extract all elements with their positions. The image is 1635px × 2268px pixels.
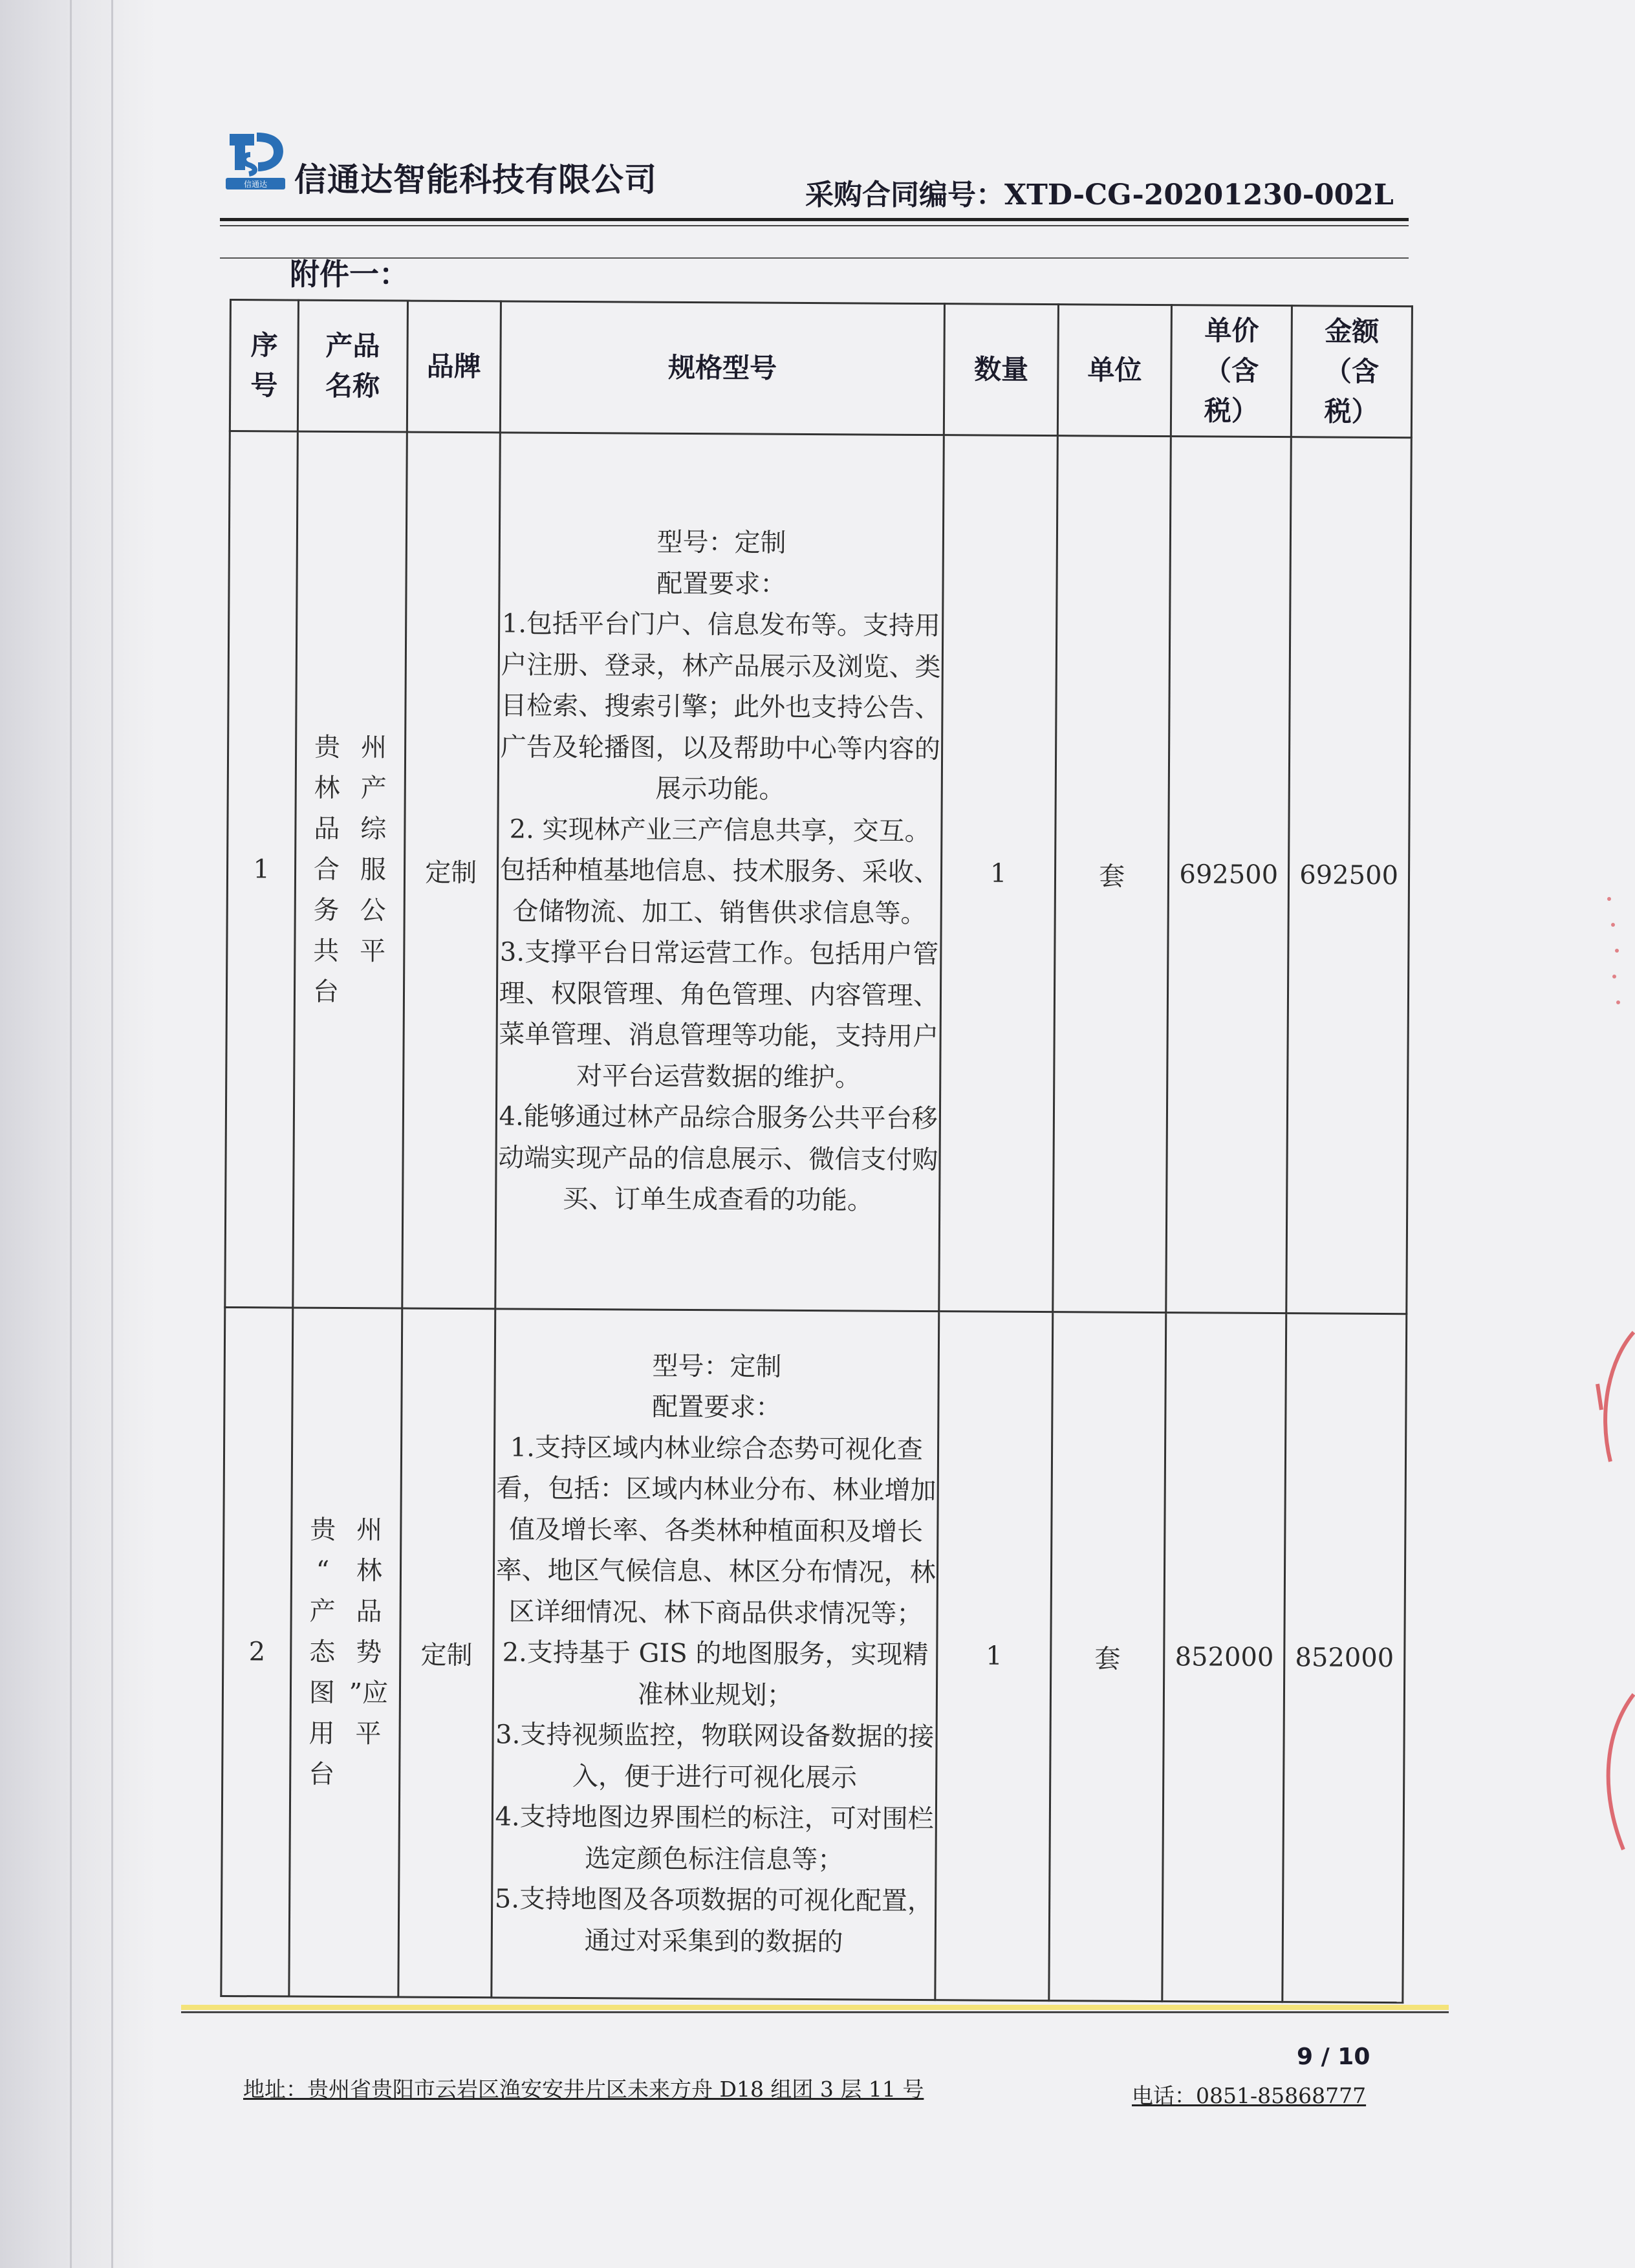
row-product-name: 贵 州 “ 林 产 品 态 势 图 ”应 用 平 台: [289, 1308, 402, 1997]
column-header-unit-price: 单价 （含 税）: [1171, 305, 1292, 437]
page-number: 9 / 10: [1297, 2044, 1370, 2070]
column-header-seq: 序 号: [230, 300, 298, 432]
header-rule: [220, 218, 1409, 221]
red-seal-edge: [1572, 841, 1635, 1875]
row-amount: 852000: [1283, 1313, 1407, 2003]
row-brand: 定制: [398, 1308, 495, 1998]
row-amount: 692500: [1286, 437, 1411, 1314]
column-header-product-name: 产品 名称: [298, 300, 407, 432]
footer-address: 地址：贵州省贵阳市云岩区渔安安井片区未来方舟 D18 组团 3 层 11 号: [243, 2077, 924, 2102]
row-unit: 套: [1049, 1312, 1166, 2002]
row-unit: 套: [1053, 436, 1171, 1313]
row-seq: 1: [225, 431, 298, 1308]
column-header-quantity: 数量: [944, 304, 1059, 436]
footer-rule: [181, 2011, 1449, 2013]
contract-number: 采购合同编号：XTD-CG-20201230-002L: [805, 178, 1394, 211]
footer-phone: 电话：0851-85868777: [1132, 2083, 1367, 2108]
row-unit-price: 852000: [1162, 1313, 1286, 2002]
company-logo-icon: [223, 126, 288, 191]
table-row: [225, 431, 1412, 1314]
row-quantity: 1: [939, 435, 1057, 1312]
row-unit-price: 692500: [1166, 437, 1291, 1313]
column-header-brand: 品牌: [407, 301, 501, 433]
row-spec: 型号：定制 配置要求： 1.包括平台门户、信息发布等。支持用户注册、登录，林产品展示及浏览、类目检索、搜索引擎；此外也支持公告、广告及轮播图，以及帮助中心等内容的展示功能。 2. 实现林产业三产信息共享，交互。包括种植基地信息、技术服务、采收、仓储物流、加工、销售供求信息等。 3.支撑平台日常运营工作。包括用户管理、权限管理、角色管理、内容管理、菜单管理、消息管理等功能，支持用户对平台运营数据的维护。 4.能够通过林产品综合服务公共平台移动端实现产品的信息展示、微信支付购买、订单生成查看的功能。: [495, 433, 944, 1312]
book-spine-shadow: [0, 0, 155, 2268]
svg-text:信通达: 信通达: [243, 180, 268, 189]
spine-line: [70, 0, 72, 2268]
column-header-spec: 规格型号: [500, 301, 945, 435]
row-quantity: 1: [935, 1312, 1052, 2001]
footer-highlight-rule: [181, 2005, 1449, 2010]
row-seq: 2: [221, 1307, 293, 1996]
column-header-unit: 单位: [1057, 305, 1172, 437]
spine-line: [111, 0, 113, 2268]
specification-table: [220, 299, 1413, 2003]
table-header-row: [230, 300, 1412, 438]
attachment-title: 附件一：: [290, 257, 409, 292]
row-brand: 定制: [402, 432, 500, 1309]
company-name: 信通达智能科技有限公司: [294, 161, 657, 199]
column-header-amount: 金额 （含 税）: [1291, 306, 1412, 438]
row-product-name: 贵 州 林 产 品 综 合 服 务 公 共 平 台: [293, 431, 407, 1308]
table-row: [221, 1307, 1407, 2002]
header-rule-thin: [220, 225, 1409, 226]
row-spec: 型号：定制 配置要求： 1.支持区域内林业综合态势可视化查看，包括：区域内林业分布、林业增加值及增长率、各类林种植面积及增长率、地区气候信息、林区分布情况，林区详细情况、林下商品供求情况等； 2.支持基于 GIS 的地图服务，实现精准林业规划； 3.支持视频监控，物联网设备数据的接入，便于进行可视化展示 4.支持地图边界围栏的标注，可对围栏选定颜色标注信息等； 5.支持地图及各项数据的可视化配置，通过对采集到的数据的: [492, 1309, 939, 2000]
